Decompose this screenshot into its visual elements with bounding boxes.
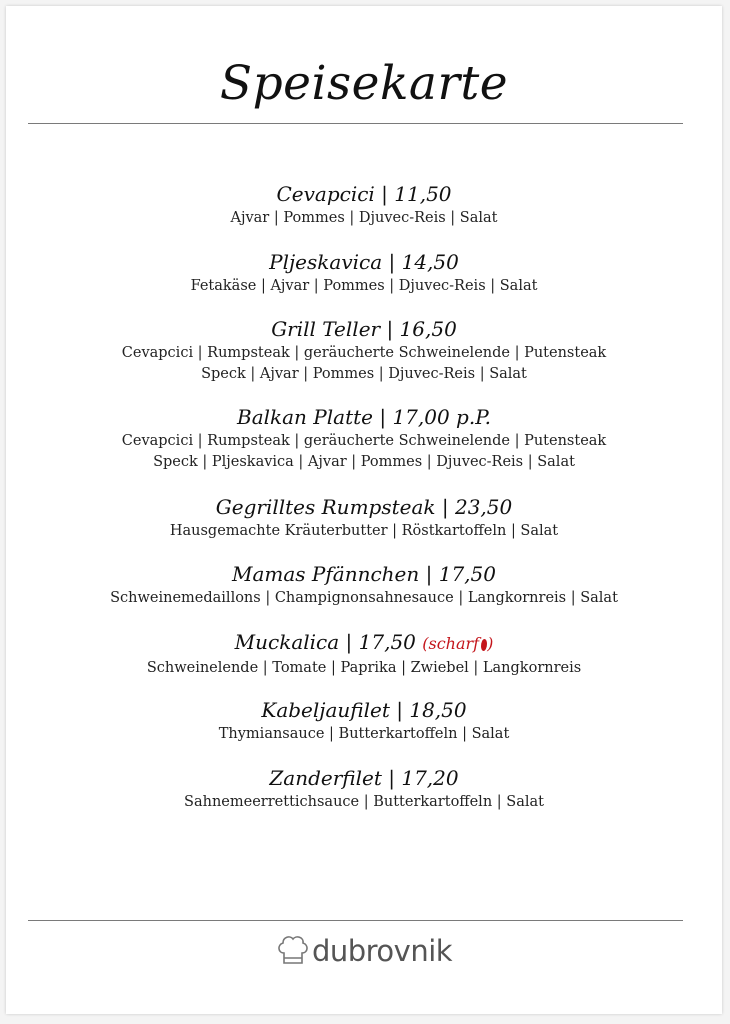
dish-description: Fetakäse | Ajvar | Pommes | Djuvec-Reis | Salat	[190, 278, 538, 294]
dish-description: Thymiansauce | Butterkartoffeln | Salat	[218, 726, 510, 742]
dish-title: Muckalica | 17,50	[234, 630, 416, 654]
dish-title: Pljeskavica | 14,50	[269, 250, 459, 274]
spicy-label-close: )	[487, 634, 494, 653]
top-divider	[28, 123, 683, 124]
menu-item-grill-teller	[6, 315, 722, 403]
menu-page	[6, 6, 722, 1014]
dish-description: Schweinemedaillons | Champignonsahnesauce | Langkornreis | Salat	[110, 590, 618, 606]
dish-description: Speck | Pljeskavica | Ajvar | Pommes | Djuvec-Reis | Salat	[153, 454, 575, 470]
menu-item-kabeljaufilet	[6, 696, 722, 764]
dish-description: Schweinelende | Tomate | Paprika | Zwiebel | Langkornreis	[146, 660, 582, 676]
menu-item-muckalica	[6, 628, 722, 696]
spicy-badge	[422, 634, 493, 653]
menu-item-balkan-platte	[6, 403, 722, 493]
menu-item-rumpsteak	[6, 493, 722, 560]
menu-item-pljeskavica	[6, 248, 722, 315]
menu-list	[6, 180, 722, 813]
dish-title-row	[6, 628, 722, 658]
dish-description: Sahnemeerrettichsauce | Butterkartoffeln | Salat	[184, 794, 544, 810]
dish-description: Ajvar | Pommes | Djuvec-Reis | Salat	[230, 210, 498, 226]
bottom-divider	[28, 920, 683, 921]
menu-item-mamas-pfaennchen	[6, 560, 722, 628]
menu-item-zanderfilet	[6, 764, 722, 813]
spicy-label: (scharf	[422, 634, 480, 653]
dish-description: Speck | Ajvar | Pommes | Djuvec-Reis | Salat	[201, 366, 527, 382]
dish-description: Hausgemachte Kräuterbutter | Röstkartoffeln | Salat	[169, 523, 559, 539]
dish-title: Grill Teller | 16,50	[271, 317, 457, 341]
dish-title: Balkan Platte | 17,00 p.P.	[237, 405, 491, 429]
dish-description: Cevapcici | Rumpsteak | geräucherte Schweinelende | Putensteak	[121, 433, 607, 449]
dish-title: Mamas Pfännchen | 17,50	[232, 562, 496, 586]
page-title: Speisekarte	[219, 56, 509, 111]
menu-item-cevapcici	[6, 180, 722, 248]
restaurant-logo	[6, 926, 722, 976]
chef-hat-icon	[276, 933, 310, 969]
dish-title: Zanderfilet | 17,20	[269, 766, 459, 790]
dish-title: Gegrilltes Rumpsteak | 23,50	[215, 495, 513, 519]
dish-description: Cevapcici | Rumpsteak | geräucherte Schweinelende | Putensteak	[121, 345, 607, 361]
dish-title: Kabeljaufilet | 18,50	[261, 698, 467, 722]
dish-title: Cevapcici | 11,50	[276, 182, 452, 206]
logo-text: dubrovnik	[311, 934, 453, 968]
